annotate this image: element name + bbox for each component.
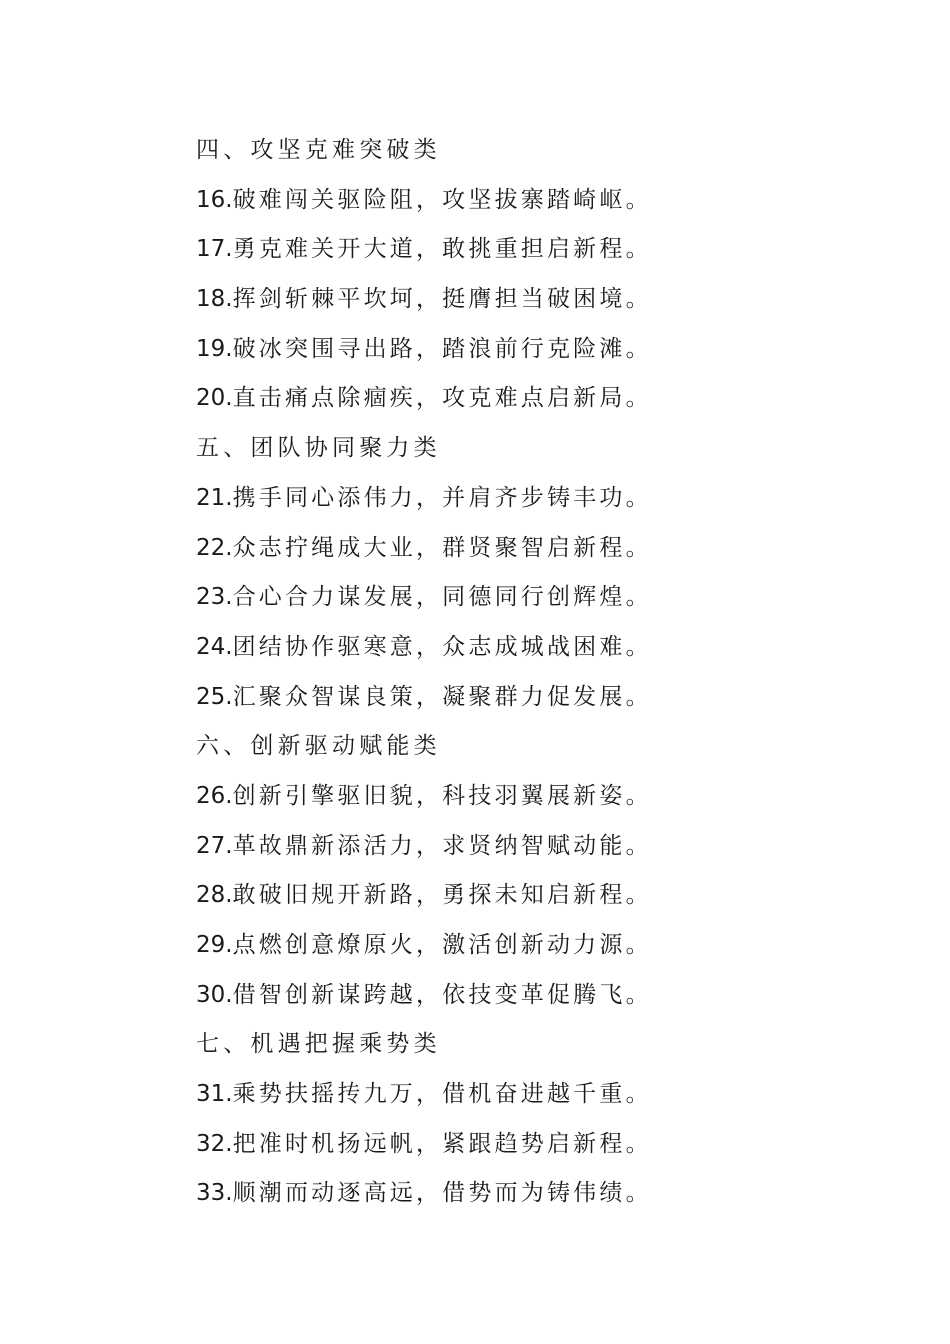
list-item xyxy=(196,1169,856,1219)
list-item xyxy=(196,971,856,1021)
list-item xyxy=(196,225,856,275)
item-number: 19. xyxy=(196,335,233,362)
item-number: 30. xyxy=(196,981,233,1008)
item-number: 22. xyxy=(196,534,233,561)
list-item xyxy=(196,573,856,623)
list-item xyxy=(196,474,856,524)
list-item xyxy=(196,871,856,921)
section-heading: 五、团队协同聚力类 xyxy=(196,435,441,462)
item-number: 26. xyxy=(196,782,233,809)
list-item xyxy=(196,822,856,872)
item-number: 29. xyxy=(196,932,233,958)
item-text: 汇聚众智谋良策，凝聚群力促发展。 xyxy=(232,683,652,710)
section-heading: 七、机遇把握乘势类 xyxy=(196,1031,441,1058)
item-text: 合心合力谋发展，同德同行创辉煌。 xyxy=(232,584,652,611)
item-number: 27. xyxy=(196,832,233,859)
section-heading: 六、创新驱动赋能类 xyxy=(196,733,441,760)
item-number: 16. xyxy=(196,186,233,213)
item-text: 革故鼎新添活力，求贤纳智赋动能。 xyxy=(232,832,652,859)
list-item xyxy=(196,524,856,574)
item-text: 把准时机扬远帆，紧跟趋势启新程。 xyxy=(232,1130,652,1157)
item-text: 借智创新谋跨越，依技变革促腾飞。 xyxy=(232,981,652,1008)
item-text: 创新引擎驱旧貌，科技羽翼展新姿。 xyxy=(232,782,652,809)
list-item xyxy=(196,673,856,723)
document-body xyxy=(196,126,856,1219)
item-number: 28. xyxy=(196,882,233,909)
item-text: 挥剑斩棘平坎坷，挺膺担当破困境。 xyxy=(232,286,652,313)
item-text: 乘势扶摇抟九万，借机奋进越千重。 xyxy=(232,1081,652,1108)
item-text: 顺潮而动逐高远，借势而为铸伟绩。 xyxy=(232,1180,652,1207)
item-text: 勇克难关开大道，敢挑重担启新程。 xyxy=(232,236,652,263)
item-number: 33. xyxy=(196,1180,233,1207)
item-number: 31. xyxy=(196,1081,233,1108)
list-item xyxy=(196,1070,856,1120)
item-text: 破难闯关驱险阻，攻坚拔寨踏崎岖。 xyxy=(232,186,652,213)
item-number: 21. xyxy=(196,484,233,511)
list-item xyxy=(196,1120,856,1170)
item-text: 携手同心添伟力，并肩齐步铸丰功。 xyxy=(232,484,652,511)
item-number: 25. xyxy=(196,683,233,710)
list-item xyxy=(196,921,856,971)
section-heading: 四、攻坚克难突破类 xyxy=(196,137,441,163)
item-number: 32. xyxy=(196,1130,233,1157)
list-item xyxy=(196,374,856,424)
item-text: 直击痛点除痼疾，攻克难点启新局。 xyxy=(232,385,652,412)
item-number: 20. xyxy=(196,385,233,412)
list-item xyxy=(196,325,856,375)
list-item xyxy=(196,623,856,673)
item-text: 敢破旧规开新路，勇探未知启新程。 xyxy=(232,882,652,909)
item-text: 点燃创意燎原火，激活创新动力源。 xyxy=(232,932,652,958)
item-number: 24. xyxy=(196,633,233,660)
list-item xyxy=(196,176,856,226)
item-text: 众志拧绳成大业，群贤聚智启新程。 xyxy=(232,534,652,561)
item-text: 破冰突围寻出路，踏浪前行克险滩。 xyxy=(232,335,652,362)
item-number: 18. xyxy=(196,286,233,313)
list-item xyxy=(196,275,856,325)
item-number: 23. xyxy=(196,584,233,611)
item-number: 17. xyxy=(196,236,233,263)
item-text: 团结协作驱寒意，众志成城战困难。 xyxy=(232,633,652,660)
list-item xyxy=(196,772,856,822)
